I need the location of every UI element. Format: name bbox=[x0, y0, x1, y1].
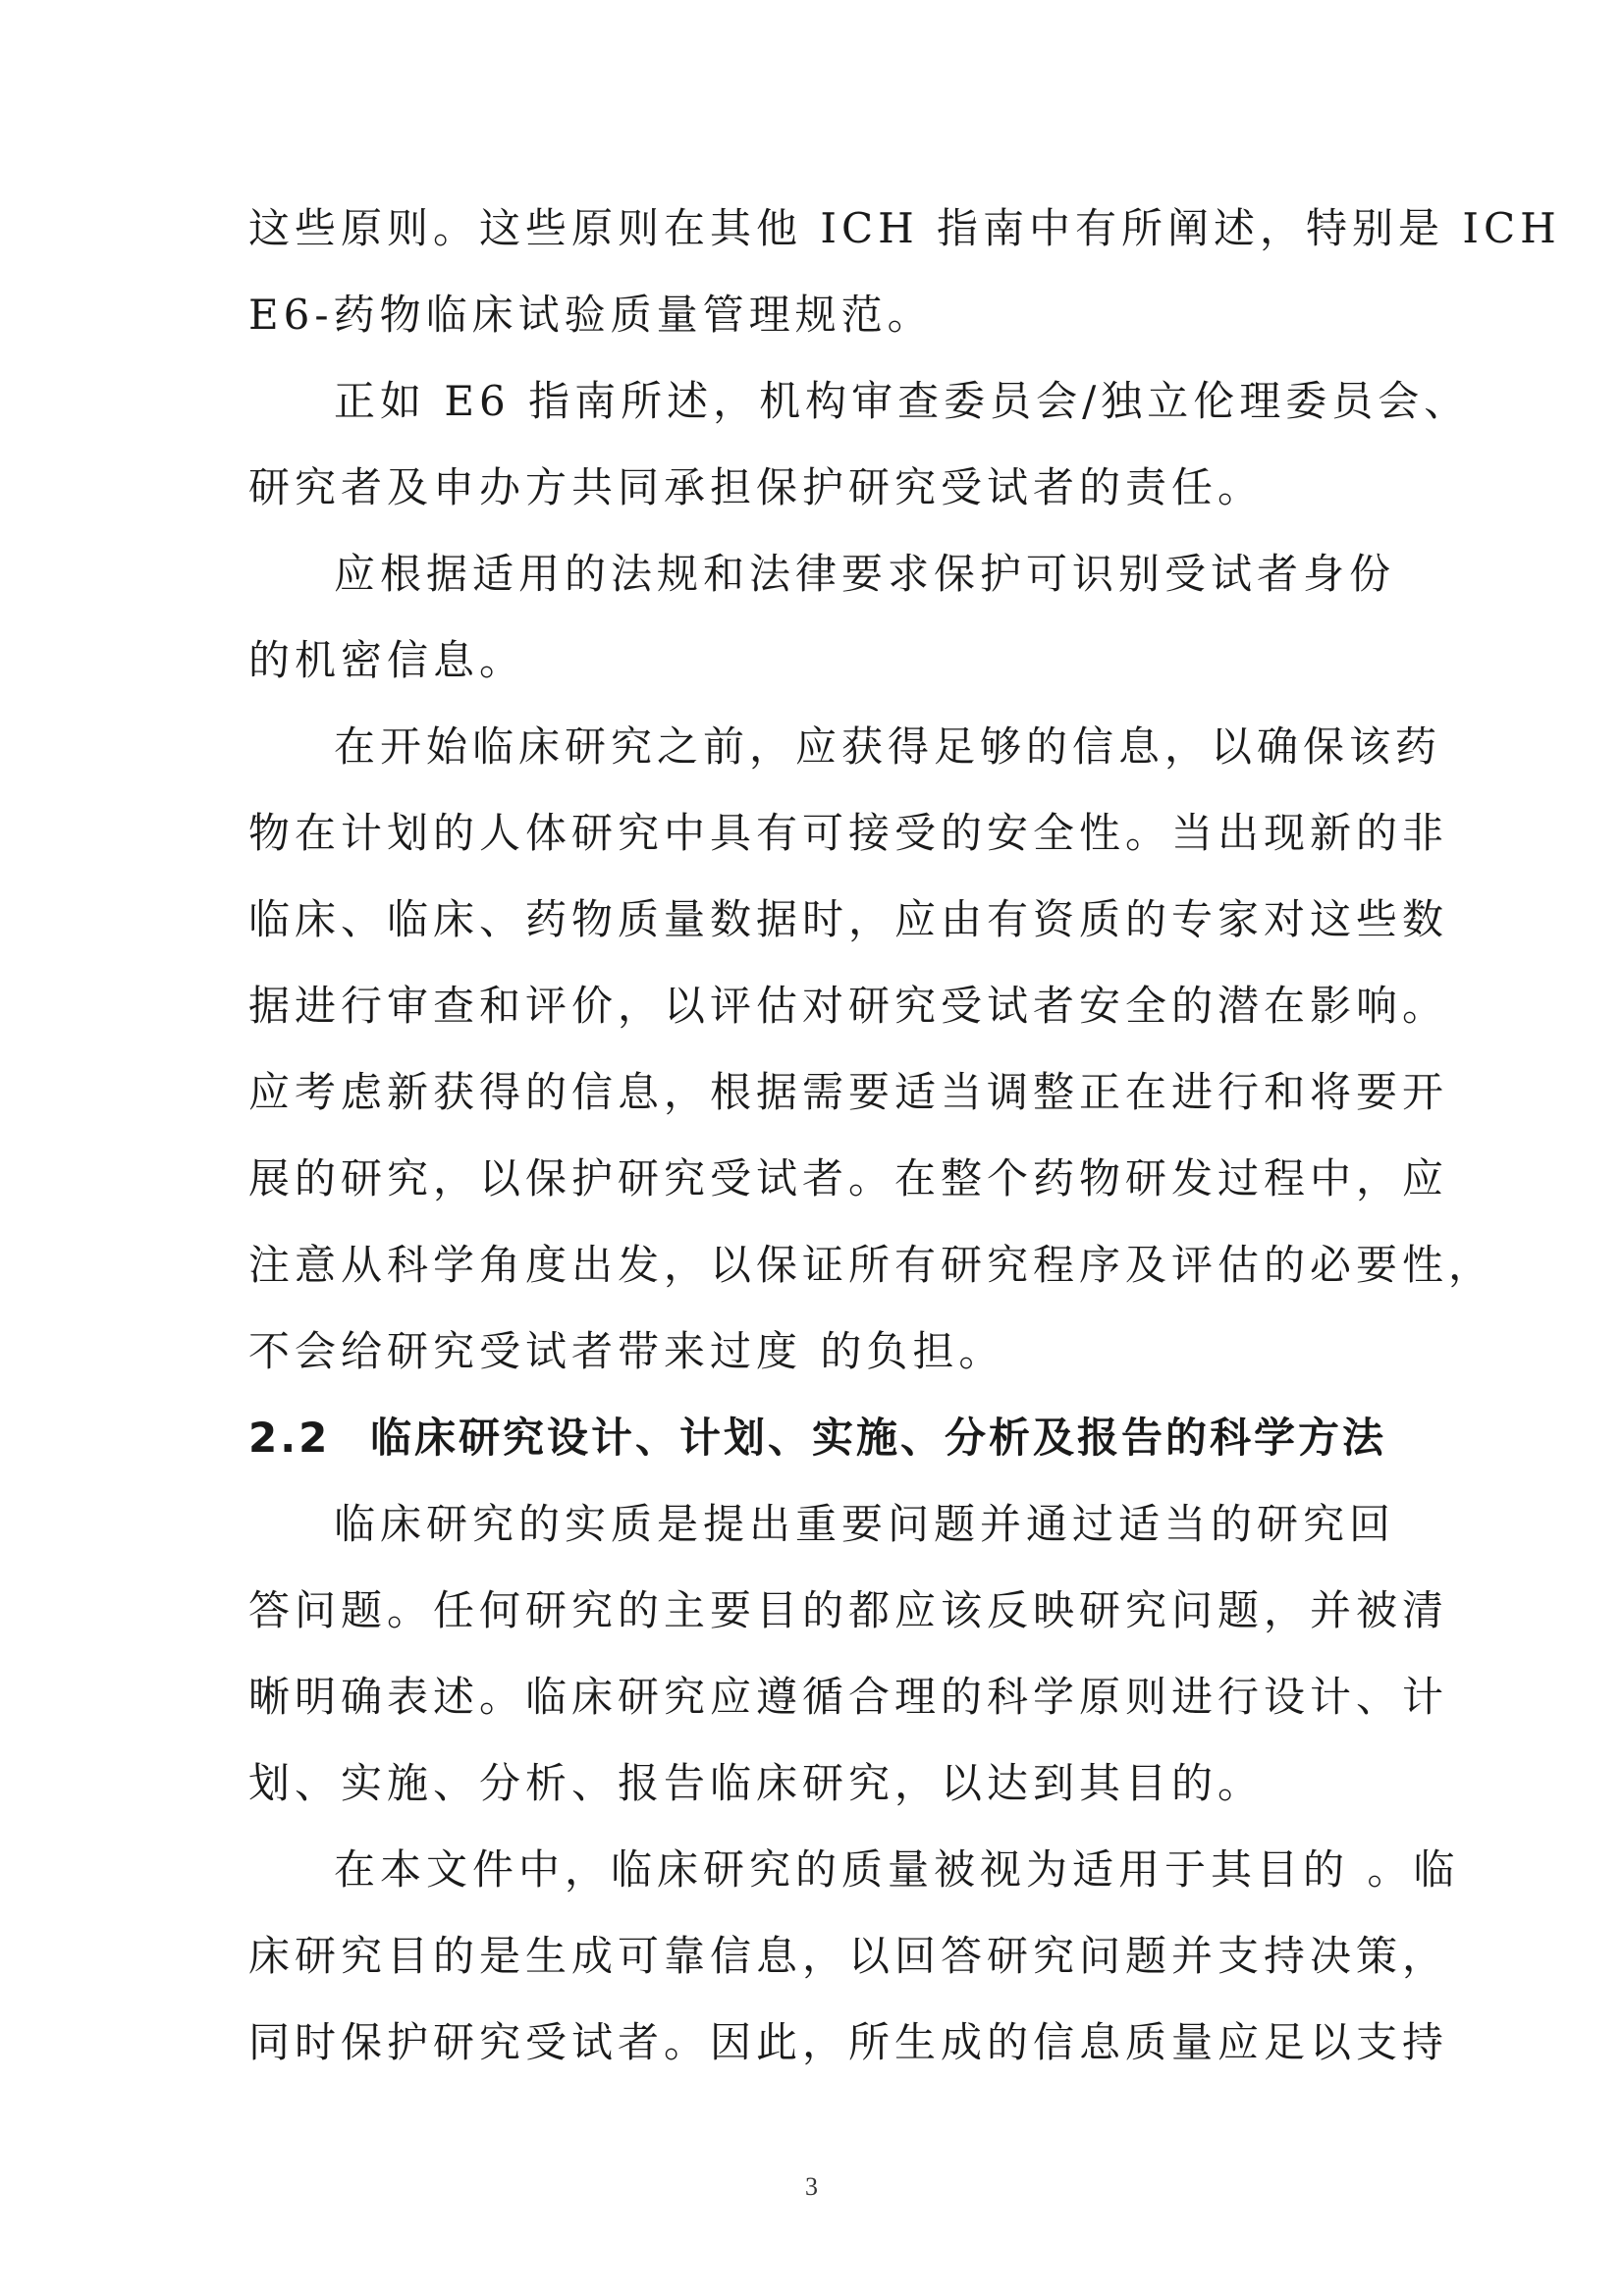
paragraph-line: 正如 E6 指南所述，机构审查委员会/独立伦理委员会、 bbox=[334, 377, 1471, 425]
paragraph-line: 临床研究的实质是提出重要问题并通过适当的研究回 bbox=[334, 1500, 1396, 1548]
paragraph-line: 答问题。任何研究的主要目的都应该反映研究问题，并被清 bbox=[248, 1586, 1449, 1634]
paragraph-line: E6-药物临床试验质量管理规范。 bbox=[248, 291, 934, 339]
paragraph-line: 这些原则。这些原则在其他 ICH 指南中有所阐述，特别是 ICH bbox=[248, 204, 1561, 252]
paragraph-line: 划、实施、分析、报告临床研究，以达到其目的。 bbox=[248, 1759, 1265, 1807]
paragraph-line: 晰明确表述。临床研究应遵循合理的科学原则进行设计、计 bbox=[248, 1673, 1449, 1721]
paragraph-line: 不会给研究受试者带来过度 的负担。 bbox=[248, 1327, 1005, 1375]
paragraph-line: 研究者及申办方共同承担保护研究受试者的责任。 bbox=[248, 463, 1265, 511]
paragraph-line: 物在计划的人体研究中具有可接受的安全性。当出现新的非 bbox=[248, 809, 1449, 857]
paragraph-line: 据进行审查和评价，以评估对研究受试者安全的潜在影响。 bbox=[248, 982, 1449, 1030]
page-number: 3 bbox=[805, 2172, 818, 2201]
paragraph-line: 应考虑新获得的信息，根据需要适当调整正在进行和将要开 bbox=[248, 1068, 1449, 1116]
section-number: 2.2 bbox=[248, 1414, 331, 1462]
paragraph-line: 在开始临床研究之前，应获得足够的信息，以确保该药 bbox=[334, 722, 1442, 771]
paragraph-line: 的机密信息。 bbox=[248, 636, 526, 684]
section-title: 临床研究设计、计划、实施、分析及报告的科学方法 bbox=[370, 1414, 1387, 1462]
paragraph-line: 应根据适用的法规和法律要求保护可识别受试者身份 bbox=[334, 550, 1396, 598]
section-heading bbox=[248, 1411, 1397, 1466]
paragraph-line: 床研究目的是生成可靠信息，以回答研究问题并支持决策， bbox=[248, 1932, 1449, 1980]
paragraph-line: 临床、临床、药物质量数据时，应由有资质的专家对这些数 bbox=[248, 895, 1449, 943]
paragraph-line: 注意从科学角度出发，以保证所有研究程序及评估的必要性， bbox=[248, 1241, 1495, 1289]
paragraph-line: 同时保护研究受试者。因此，所生成的信息质量应足以支持 bbox=[248, 2018, 1449, 2066]
paragraph-line: 展的研究，以保护研究受试者。在整个药物研发过程中，应 bbox=[248, 1154, 1449, 1202]
paragraph-line: 在本文件中，临床研究的质量被视为适用于其目的 。临 bbox=[334, 1845, 1460, 1894]
